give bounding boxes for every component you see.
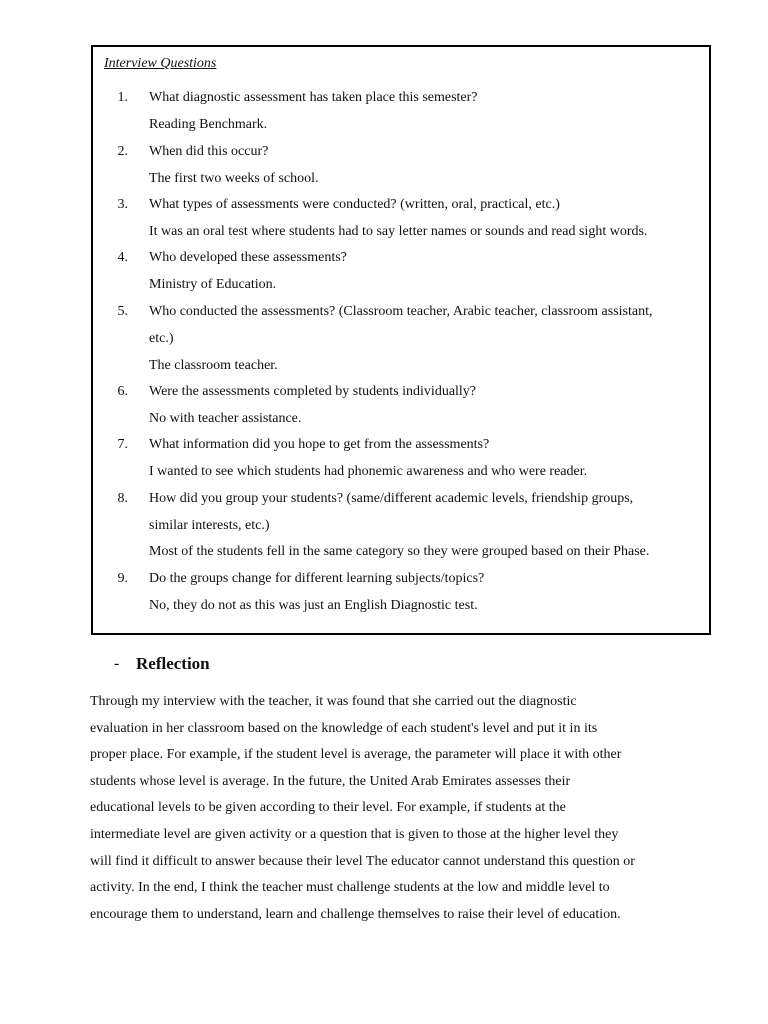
reflection-paragraph-line: will find it difficult to answer because their level The educator cannot understand this question or — [90, 854, 635, 869]
reflection-paragraph-line: evaluation in her classroom based on the knowledge of each student's level and put it in its — [90, 721, 598, 736]
reflection-paragraph-line: educational levels to be given according to their level. For example, if students at the — [90, 800, 566, 815]
answer-text: Reading Benchmark. — [149, 117, 268, 132]
question-number: 8. — [117, 491, 128, 506]
answer-text: No with teacher assistance. — [149, 411, 302, 426]
reflection-paragraph-line: activity. In the end, I think the teacher must challenge students at the low and middle level to — [90, 880, 610, 895]
reflection-paragraph-line: encourage them to understand, learn and challenge themselves to raise their level of education. — [90, 907, 621, 922]
question-number: 3. — [117, 197, 128, 212]
answer-text: Most of the students fell in the same category so they were grouped based on their Phase. — [149, 544, 650, 559]
reflection-paragraph-line: proper place. For example, if the student level is average, the parameter will place it with other — [90, 747, 622, 762]
reflection-heading: Reflection — [136, 654, 210, 673]
reflection-paragraph-line: students whose level is average. In the future, the United Arab Emirates assesses their — [90, 774, 571, 789]
answer-text: The first two weeks of school. — [149, 171, 319, 186]
question-text: Who developed these assessments? — [149, 250, 347, 265]
question-text: What information did you hope to get from the assessments? — [149, 437, 490, 452]
question-number: 2. — [117, 144, 128, 159]
answer-text: The classroom teacher. — [149, 358, 278, 373]
interview-questions-title: Interview Questions — [104, 56, 217, 71]
question-number: 7. — [117, 437, 128, 452]
question-text: What types of assessments were conducted? (written, oral, practical, etc.) — [149, 197, 560, 212]
question-text: Who conducted the assessments? (Classroom teacher, Arabic teacher, classroom assistant, — [149, 304, 653, 319]
question-number: 1. — [117, 90, 128, 105]
question-text: Were the assessments completed by students individually? — [149, 384, 477, 399]
reflection-paragraph-line: Through my interview with the teacher, it was found that she carried out the diagnostic — [90, 694, 577, 709]
question-number: 9. — [117, 571, 128, 586]
question-number: 6. — [117, 384, 128, 399]
question-number: 4. — [117, 250, 128, 265]
answer-text: Ministry of Education. — [149, 277, 277, 292]
reflection-paragraph-line: intermediate level are given activity or a question that is given to those at the higher level they — [90, 827, 619, 842]
question-text: How did you group your students? (same/different academic levels, friendship groups, — [149, 491, 634, 506]
question-number: 5. — [117, 304, 128, 319]
question-text: What diagnostic assessment has taken place this semester? — [149, 90, 478, 105]
answer-text: It was an oral test where students had to say letter names or sounds and read sight words. — [149, 224, 648, 239]
question-text-continued: similar interests, etc.) — [149, 518, 270, 533]
question-text: When did this occur? — [149, 144, 269, 159]
answer-text: No, they do not as this was just an English Diagnostic test. — [149, 598, 478, 613]
question-text: Do the groups change for different learning subjects/topics? — [149, 571, 485, 586]
interview-questions-box — [91, 45, 711, 635]
answer-text: I wanted to see which students had phonemic awareness and who were reader. — [149, 464, 588, 479]
reflection-bullet-dash: - — [114, 655, 120, 672]
question-text-continued: etc.) — [149, 331, 174, 346]
